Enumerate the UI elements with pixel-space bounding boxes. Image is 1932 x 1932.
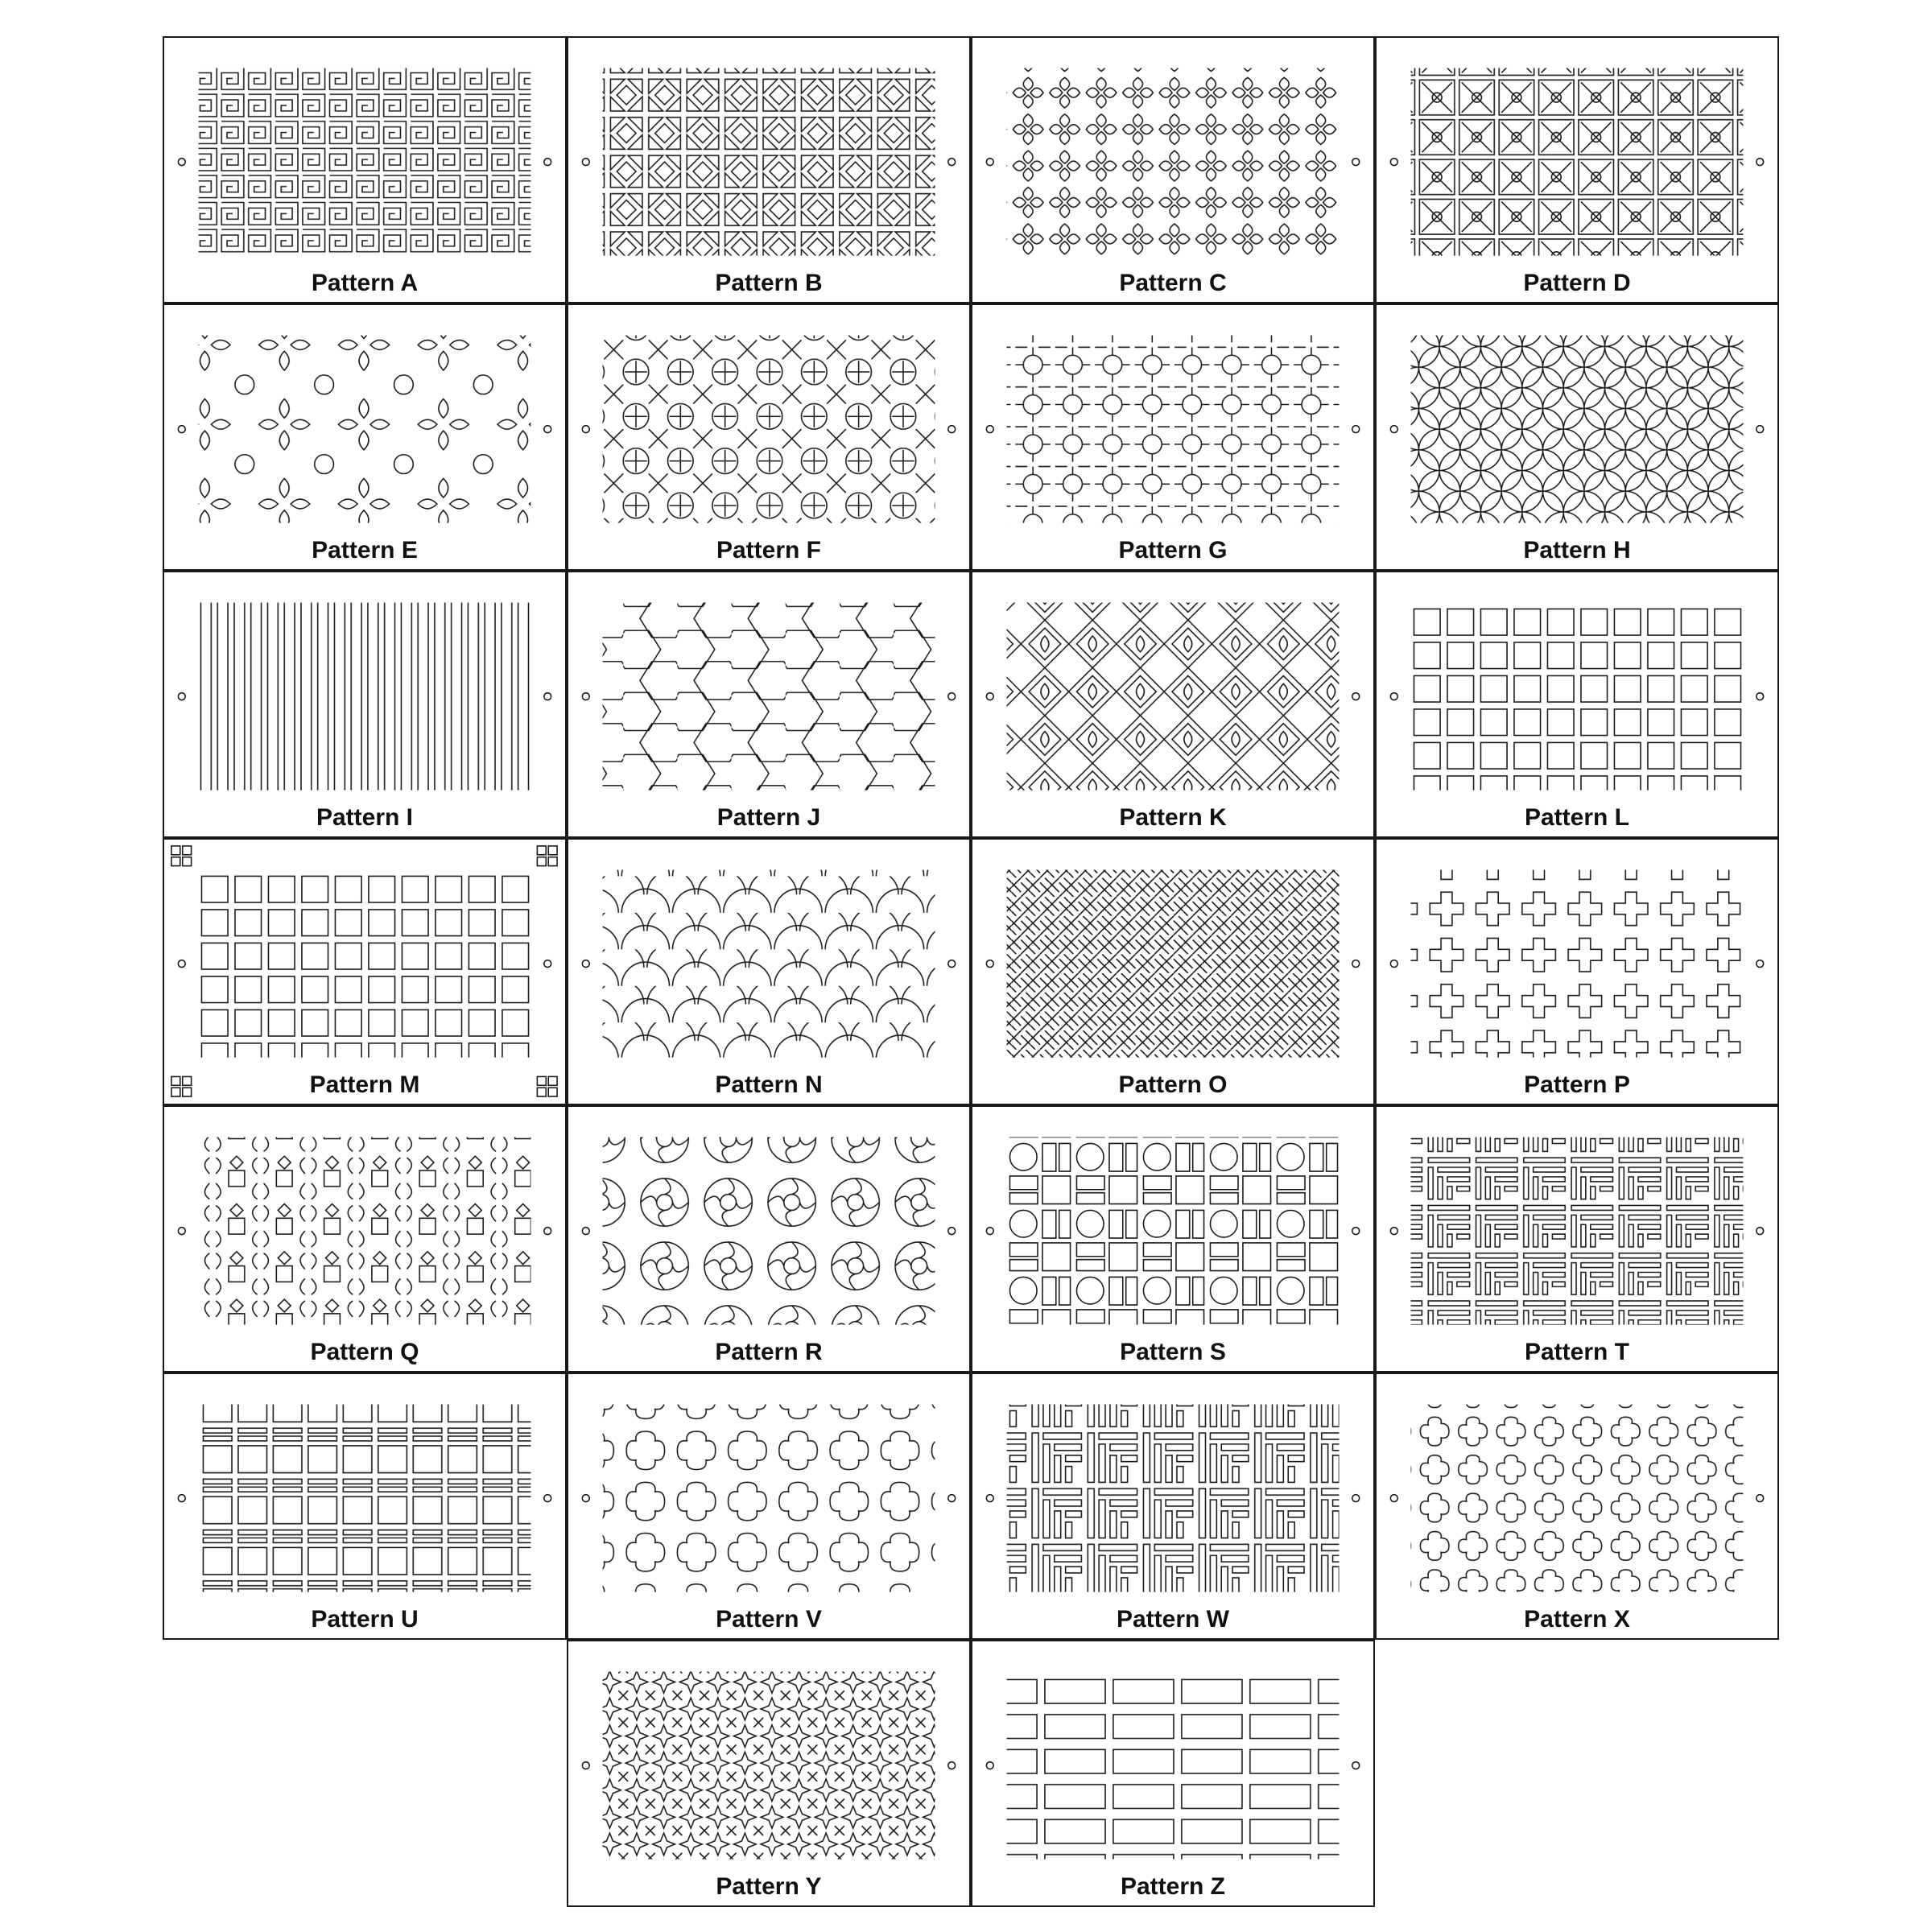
pattern-artwork xyxy=(1377,38,1777,302)
pattern-tile xyxy=(163,1105,567,1373)
pattern-label: Pattern G xyxy=(1118,537,1228,564)
mounting-hole xyxy=(1352,960,1360,968)
pattern-field xyxy=(199,603,531,791)
pattern-tile xyxy=(1375,571,1779,838)
mounting-hole xyxy=(948,159,956,166)
mounting-hole xyxy=(582,426,589,433)
pattern-field xyxy=(1007,870,1340,1058)
mounting-hole xyxy=(1390,960,1397,968)
pattern-artwork xyxy=(1377,572,1777,836)
pattern-field xyxy=(1411,870,1744,1058)
mounting-hole xyxy=(1352,159,1360,166)
mounting-hole xyxy=(544,1495,551,1502)
pattern-artwork xyxy=(1377,1374,1777,1638)
pattern-field xyxy=(603,870,935,1058)
mounting-hole xyxy=(948,1762,956,1769)
pattern-artwork xyxy=(972,305,1373,569)
pattern-tile xyxy=(971,571,1375,838)
mounting-hole xyxy=(1757,693,1764,700)
mounting-hole xyxy=(178,426,185,433)
mounting-hole xyxy=(582,960,589,968)
pattern-artwork xyxy=(972,572,1373,836)
pattern-artwork xyxy=(1377,1107,1777,1371)
pattern-label: Pattern Q xyxy=(310,1339,419,1365)
mounting-hole xyxy=(1390,159,1397,166)
mounting-hole xyxy=(1757,960,1764,968)
mounting-hole xyxy=(582,159,589,166)
pattern-artwork xyxy=(1377,840,1777,1104)
pattern-artwork xyxy=(568,572,969,836)
pattern-label: Pattern D xyxy=(1523,270,1631,296)
pattern-tile xyxy=(163,1373,567,1640)
pattern-label: Pattern L xyxy=(1524,804,1630,831)
pattern-artwork xyxy=(568,38,969,302)
pattern-artwork xyxy=(972,1107,1373,1371)
mounting-hole xyxy=(178,960,185,968)
mounting-hole xyxy=(948,693,956,700)
pattern-tile xyxy=(971,1105,1375,1373)
pattern-artwork xyxy=(972,1641,1373,1905)
mounting-hole xyxy=(986,960,993,968)
pattern-artwork xyxy=(568,840,969,1104)
pattern-tile xyxy=(971,1373,1375,1640)
pattern-field xyxy=(199,68,531,256)
pattern-tile xyxy=(971,303,1375,571)
pattern-artwork xyxy=(164,840,565,1104)
mounting-hole xyxy=(1390,1495,1397,1502)
pattern-tile xyxy=(163,303,567,571)
pattern-label: Pattern Z xyxy=(1120,1873,1226,1900)
pattern-tile xyxy=(971,1640,1375,1907)
pattern-field xyxy=(1007,603,1340,791)
pattern-field xyxy=(199,870,531,1058)
corner-squares xyxy=(537,846,557,866)
corner-squares xyxy=(171,846,192,866)
mounting-hole xyxy=(544,693,551,700)
mounting-hole xyxy=(1390,426,1397,433)
pattern-tile xyxy=(971,838,1375,1105)
pattern-artwork xyxy=(972,840,1373,1104)
pattern-field xyxy=(603,336,935,523)
pattern-artwork xyxy=(972,1374,1373,1638)
pattern-tile xyxy=(567,1105,971,1373)
pattern-label: Pattern R xyxy=(715,1339,823,1365)
pattern-label: Pattern S xyxy=(1120,1339,1226,1365)
mounting-hole xyxy=(948,426,956,433)
pattern-artwork xyxy=(164,1374,565,1638)
pattern-field xyxy=(603,68,935,256)
pattern-tile xyxy=(163,36,567,303)
pattern-tile xyxy=(1375,1105,1779,1373)
pattern-label: Pattern P xyxy=(1524,1071,1630,1098)
pattern-tile xyxy=(567,36,971,303)
pattern-tile xyxy=(567,1373,971,1640)
mounting-hole xyxy=(1757,159,1764,166)
pattern-label: Pattern M xyxy=(309,1071,420,1098)
pattern-field xyxy=(1411,1405,1744,1592)
pattern-field xyxy=(1007,336,1340,523)
pattern-tile xyxy=(163,838,567,1105)
mounting-hole xyxy=(1757,426,1764,433)
mounting-hole xyxy=(582,1495,589,1502)
mounting-hole xyxy=(544,1228,551,1235)
pattern-artwork xyxy=(164,305,565,569)
pattern-field xyxy=(603,1137,935,1325)
mounting-hole xyxy=(582,693,589,700)
mounting-hole xyxy=(1757,1228,1764,1235)
pattern-tile xyxy=(1375,36,1779,303)
pattern-label: Pattern O xyxy=(1118,1071,1228,1098)
mounting-hole xyxy=(986,159,993,166)
pattern-label: Pattern Y xyxy=(716,1873,822,1900)
mounting-hole xyxy=(582,1762,589,1769)
pattern-field xyxy=(603,1672,935,1860)
pattern-label: Pattern X xyxy=(1524,1606,1630,1633)
pattern-tile xyxy=(567,838,971,1105)
pattern-label: Pattern U xyxy=(311,1606,419,1633)
mounting-hole xyxy=(544,159,551,166)
pattern-label: Pattern A xyxy=(311,270,419,296)
pattern-field xyxy=(1411,336,1744,523)
pattern-field xyxy=(199,336,531,523)
mounting-hole xyxy=(1352,1495,1360,1502)
pattern-field xyxy=(603,1405,935,1592)
pattern-artwork xyxy=(568,1374,969,1638)
pattern-label: Pattern V xyxy=(716,1606,822,1633)
pattern-tile xyxy=(971,36,1375,303)
pattern-label: Pattern T xyxy=(1524,1339,1630,1365)
pattern-artwork xyxy=(164,38,565,302)
mounting-hole xyxy=(986,693,993,700)
pattern-label: Pattern B xyxy=(715,270,823,296)
mounting-hole xyxy=(1757,1495,1764,1502)
pattern-field xyxy=(1007,1672,1340,1860)
pattern-label: Pattern K xyxy=(1119,804,1227,831)
pattern-artwork xyxy=(568,305,969,569)
pattern-tile xyxy=(567,1640,971,1907)
mounting-hole xyxy=(948,1495,956,1502)
pattern-field xyxy=(199,1137,531,1325)
mounting-hole xyxy=(178,159,185,166)
pattern-artwork xyxy=(568,1641,969,1905)
pattern-label: Pattern N xyxy=(715,1071,823,1098)
pattern-artwork xyxy=(164,572,565,836)
pattern-field xyxy=(1411,603,1744,791)
pattern-tile xyxy=(1375,838,1779,1105)
mounting-hole xyxy=(948,1228,956,1235)
mounting-hole xyxy=(1390,693,1397,700)
pattern-label: Pattern J xyxy=(716,804,821,831)
pattern-tile xyxy=(567,571,971,838)
pattern-tile xyxy=(1375,303,1779,571)
pattern-label: Pattern W xyxy=(1116,1606,1229,1633)
mounting-hole xyxy=(986,1762,993,1769)
mounting-hole xyxy=(948,960,956,968)
pattern-field xyxy=(1007,1137,1340,1325)
pattern-tile xyxy=(567,303,971,571)
mounting-hole xyxy=(1352,1762,1360,1769)
mounting-hole xyxy=(1390,1228,1397,1235)
mounting-hole xyxy=(1352,426,1360,433)
pattern-artwork xyxy=(164,1107,565,1371)
pattern-field xyxy=(1411,68,1744,256)
mounting-hole xyxy=(1352,693,1360,700)
mounting-hole xyxy=(178,693,185,700)
pattern-tile xyxy=(163,571,567,838)
pattern-artwork xyxy=(972,38,1373,302)
mounting-hole xyxy=(544,960,551,968)
mounting-hole xyxy=(178,1495,185,1502)
pattern-field xyxy=(199,1405,531,1592)
mounting-hole xyxy=(986,1228,993,1235)
pattern-field xyxy=(603,603,935,791)
mounting-hole xyxy=(986,1495,993,1502)
mounting-hole xyxy=(544,426,551,433)
pattern-tile xyxy=(1375,1373,1779,1640)
pattern-artwork xyxy=(1377,305,1777,569)
pattern-field xyxy=(1007,68,1340,256)
pattern-label: Pattern C xyxy=(1119,270,1227,296)
pattern-label: Pattern E xyxy=(312,537,418,564)
pattern-artwork xyxy=(568,1107,969,1371)
pattern-field xyxy=(1007,1405,1340,1592)
pattern-label: Pattern I xyxy=(316,804,414,831)
pattern-label: Pattern H xyxy=(1523,537,1631,564)
mounting-hole xyxy=(1352,1228,1360,1235)
mounting-hole xyxy=(986,426,993,433)
mounting-hole xyxy=(582,1228,589,1235)
pattern-label: Pattern F xyxy=(716,537,822,564)
pattern-field xyxy=(1411,1137,1744,1325)
mounting-hole xyxy=(178,1228,185,1235)
